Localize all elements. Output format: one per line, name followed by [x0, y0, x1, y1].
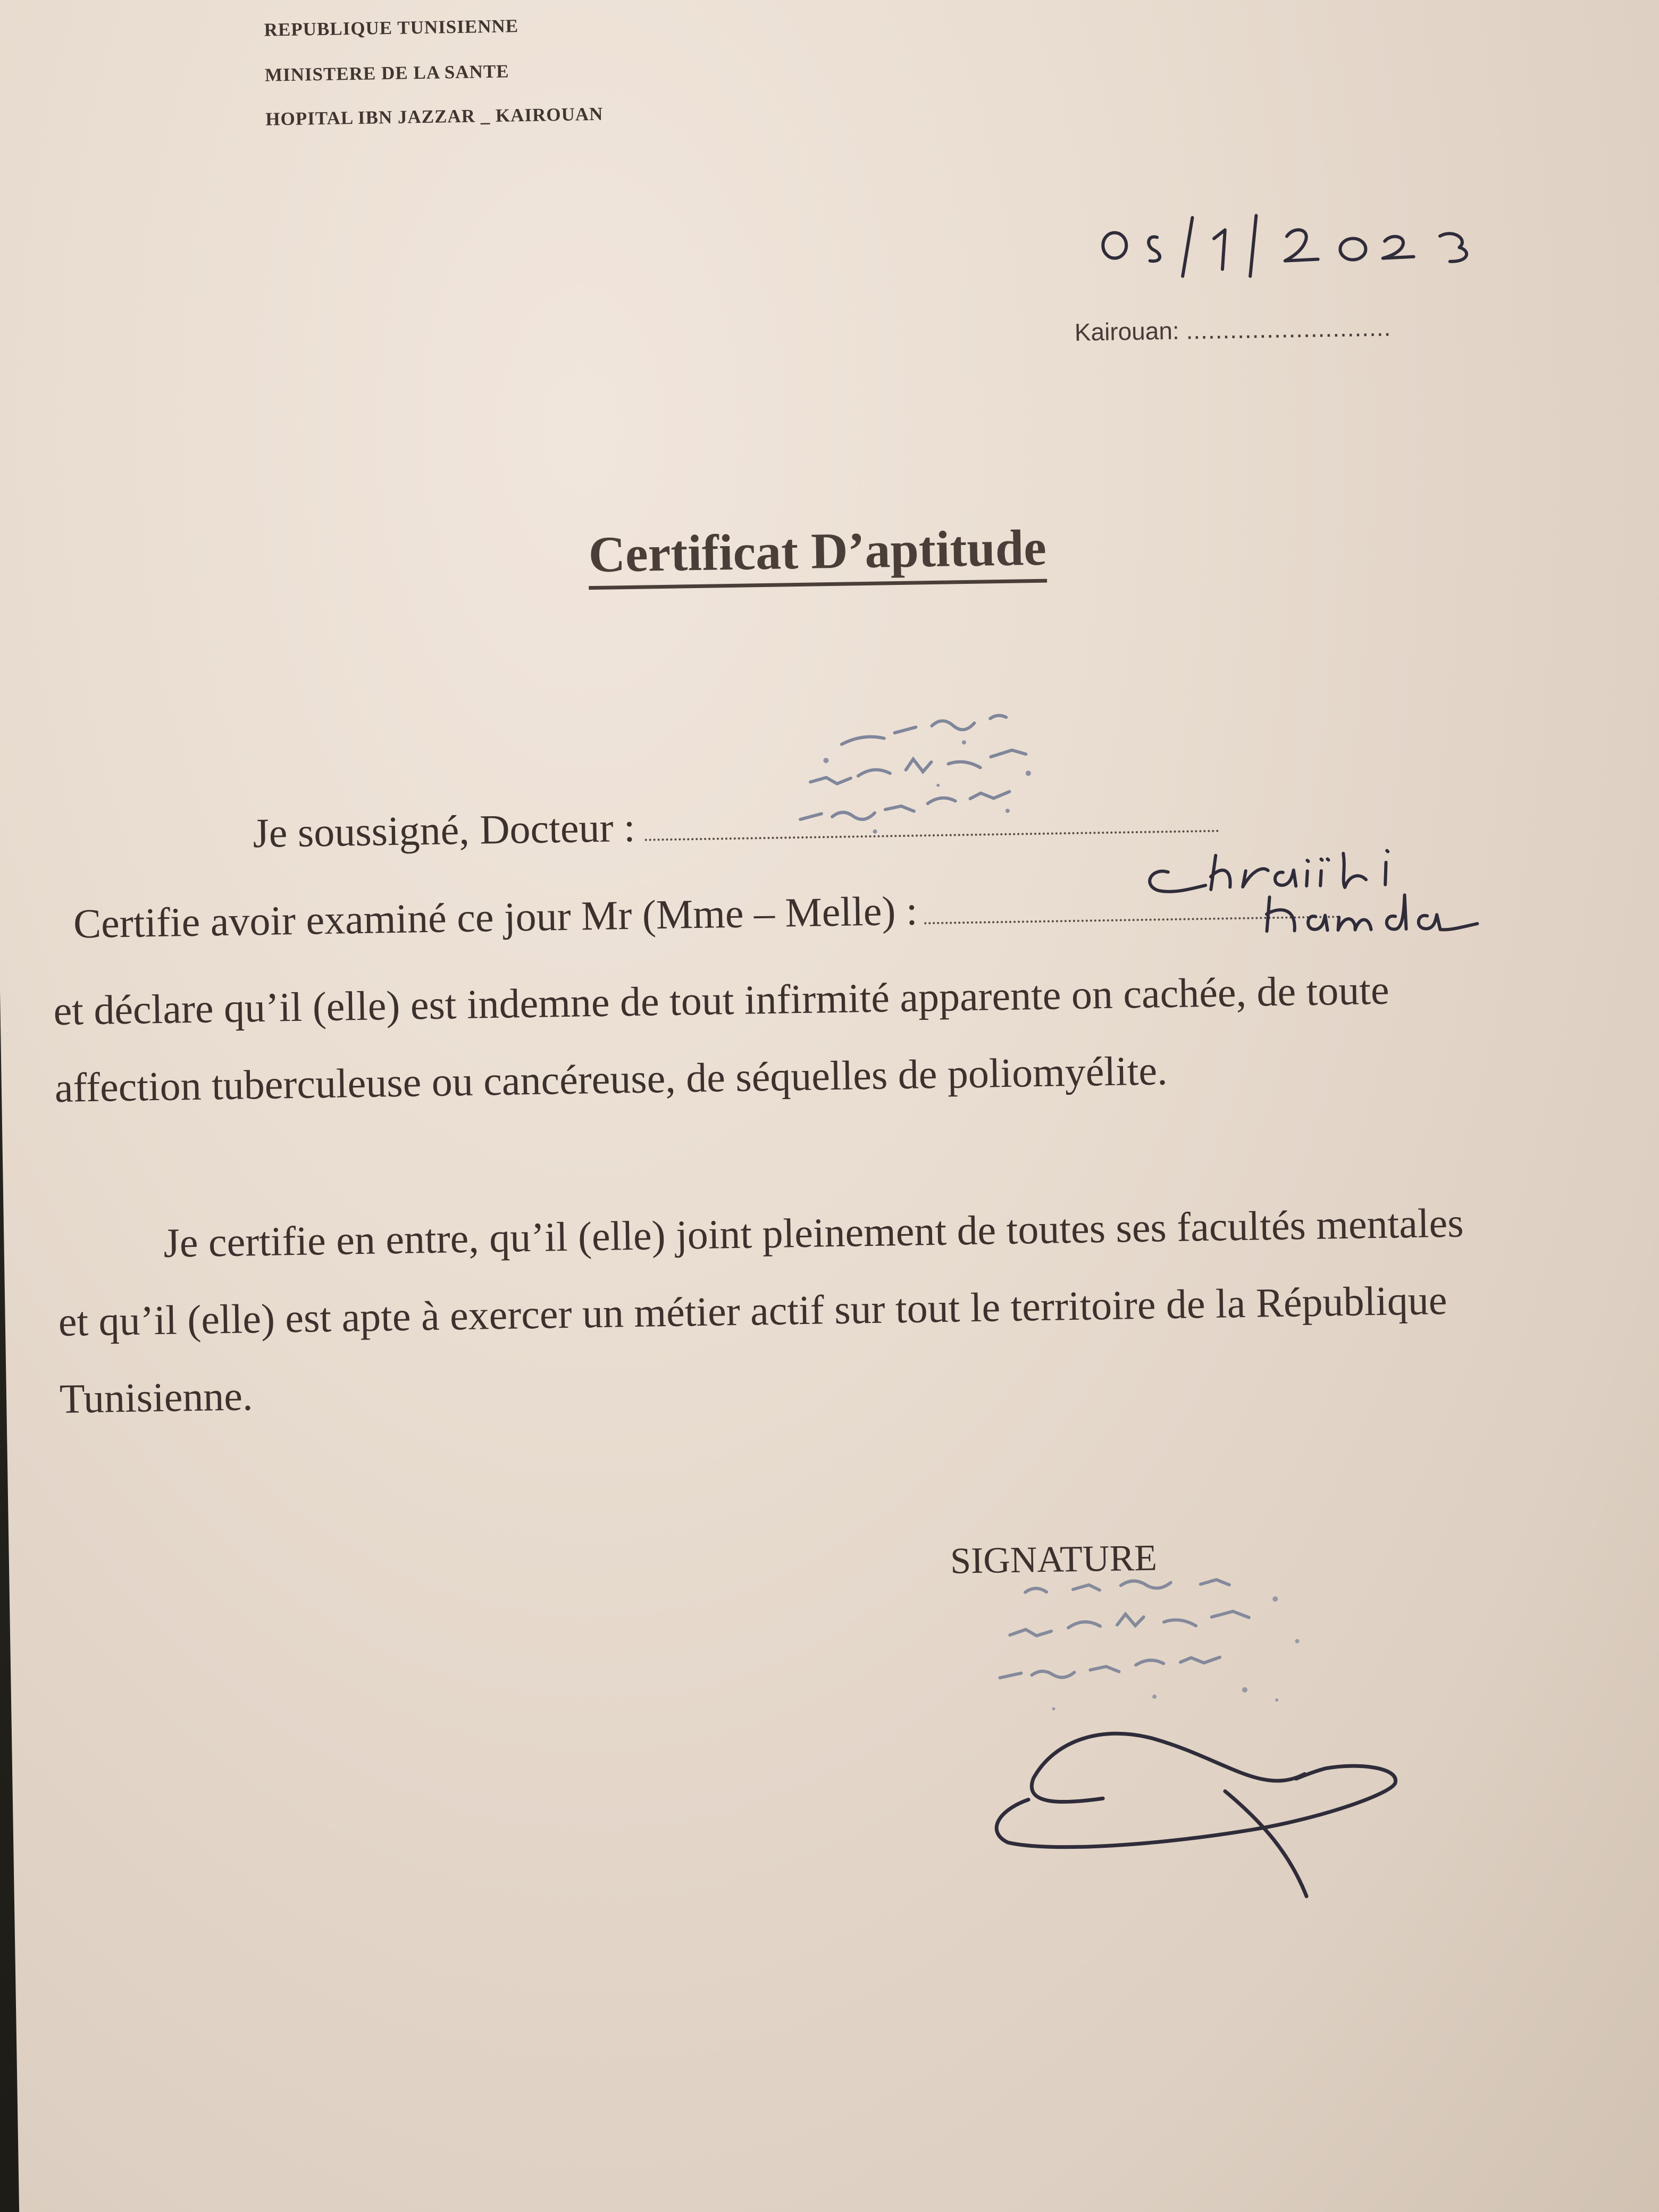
signature-label: SIGNATURE	[950, 1537, 1158, 1582]
header-hospital: HOPITAL IBN JAZZAR _ KAIROUAN	[265, 103, 604, 130]
place-field	[1074, 313, 1391, 346]
handwritten-date	[1094, 202, 1520, 283]
declaration-paragraph: et déclare qu’il (elle) est indemne de tout infirmité apparente on cachée, de toute affection tuberculeuse ou cancéreuse, de séquelles de poliomyélite.	[53, 966, 1390, 1111]
place-dots: ............................	[1186, 313, 1392, 345]
document-title	[0, 508, 1642, 593]
doctor-dotted-field	[645, 830, 1219, 841]
doctor-line	[253, 794, 1219, 858]
certification-paragraph: Je certifie en entre, qu’il (elle) joint pleinement de toutes ses facultés mentales et qu’il (elle) est apte à exercer un métier actif sur tout le territoire de la République Tunisienne.	[58, 1199, 1464, 1422]
doctor-signature	[985, 1714, 1424, 1944]
patient-label: Certifie avoir examiné ce jour Mr (Mme – Melle) :	[73, 887, 918, 947]
document-title-text: Certificat D’aptitude	[588, 519, 1047, 590]
place-label: Kairouan:	[1074, 316, 1180, 346]
header-republic: REPUBLIQUE TUNISIENNE	[264, 15, 519, 40]
handwritten-patient-name	[1136, 829, 1542, 963]
doctor-label: Je soussigné, Docteur :	[252, 803, 636, 857]
header-ministry: MINISTERE DE LA SANTE	[264, 61, 509, 86]
